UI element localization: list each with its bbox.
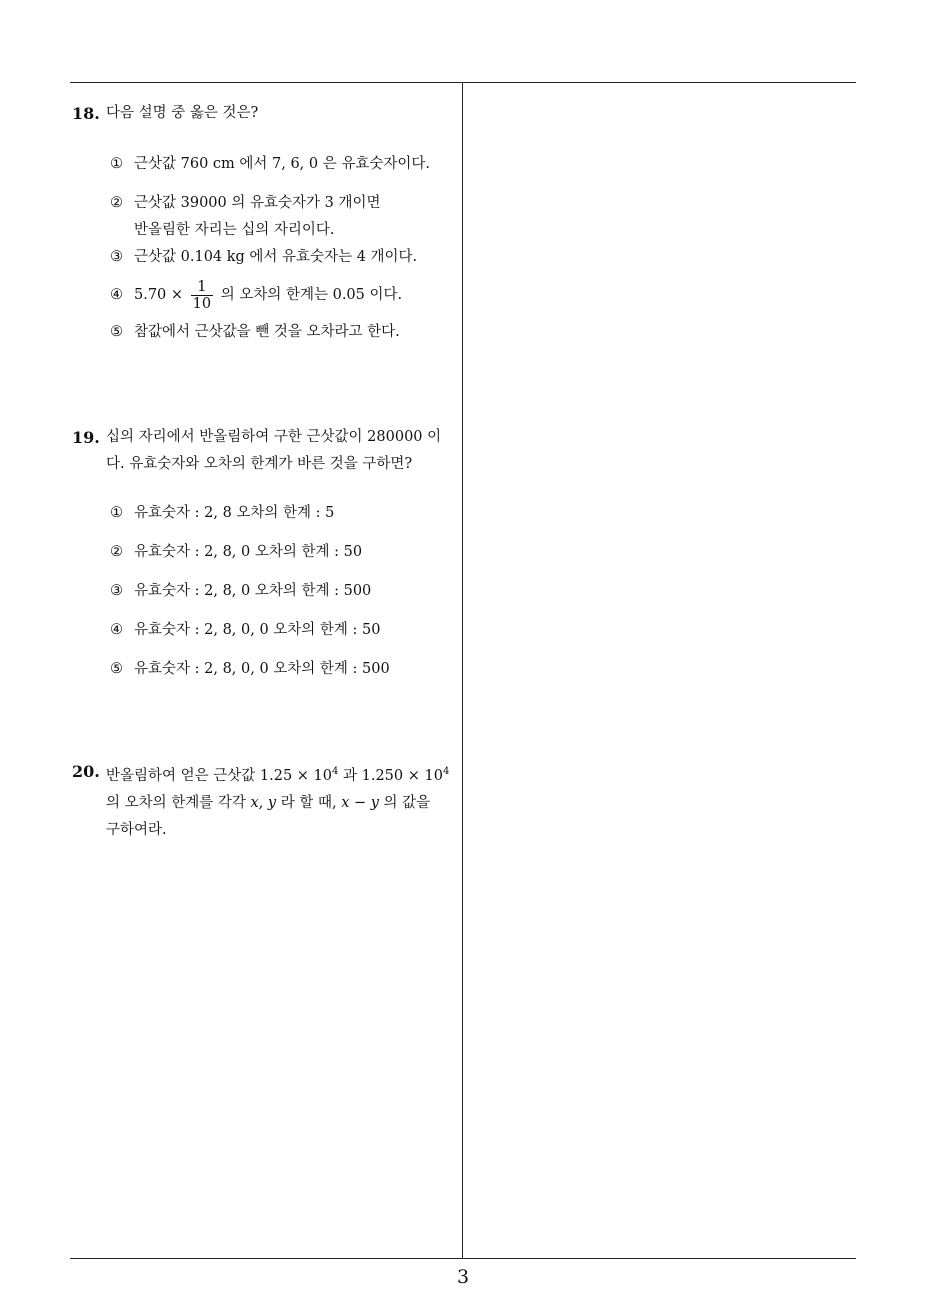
- question-text-line2: [106, 790, 456, 817]
- option-marker: ②: [110, 195, 123, 211]
- option-marker: ④: [110, 622, 123, 638]
- option-text-line1: 근삿값 39000 의 유효숫자가 3 개이면: [134, 195, 381, 211]
- question-number: 18.: [72, 104, 100, 123]
- page-number: 3: [456, 1266, 470, 1288]
- variable-x: x,: [250, 794, 264, 811]
- option-suffix: 의 오차의 한계는 0.05 이다.: [220, 287, 403, 303]
- question-text: [106, 758, 456, 844]
- variable-y: y: [267, 794, 277, 811]
- option-2[interactable]: [72, 190, 456, 244]
- options-list: [72, 151, 456, 346]
- option-prefix: 5.70 ×: [134, 287, 184, 303]
- option-text: 근삿값 760 cm 에서 7, 6, 0 은 유효숫자이다.: [134, 156, 431, 172]
- text-run: 라 할 때,: [280, 794, 337, 811]
- option-text: 근삿값 0.104 kg 에서 유효숫자는 4 개이다.: [134, 249, 418, 265]
- math-expression: x − y: [341, 794, 379, 811]
- question-18: [72, 100, 456, 346]
- option-marker: ⑤: [110, 661, 123, 677]
- option-text: 유효숫자 : 2, 8, 0 오차의 한계 : 500: [134, 583, 372, 599]
- exponent: 4: [332, 766, 339, 777]
- option-2[interactable]: [72, 539, 456, 566]
- question-20: [72, 758, 456, 844]
- exponent: 4: [442, 766, 450, 777]
- column-divider: [462, 82, 463, 1258]
- text-run: 과 1.250 × 10: [343, 767, 443, 784]
- option-text: 유효숫자 : 2, 8, 0 오차의 한계 : 50: [134, 544, 363, 560]
- option-3[interactable]: [72, 578, 456, 605]
- text-run: 의 오차의 한계를 각각: [106, 794, 246, 811]
- option-text-line2: 반올림한 자리는 십의 자리이다.: [134, 222, 335, 238]
- option-5[interactable]: [72, 319, 456, 346]
- question-text: 다음 설명 중 옳은 것은?: [106, 105, 259, 121]
- question-text: [106, 424, 456, 478]
- question-text-line2: 다. 유효숫자와 오차의 한계가 바른 것을 구하면?: [106, 456, 413, 472]
- option-text: 유효숫자 : 2, 8, 0, 0 오차의 한계 : 50: [134, 622, 381, 638]
- text-run: 반올림하여 얻은 근삿값 1.25 × 10: [106, 767, 333, 784]
- option-marker: ①: [110, 156, 123, 172]
- option-5[interactable]: [72, 656, 456, 683]
- top-rule: [70, 82, 856, 83]
- option-marker: ③: [110, 249, 123, 265]
- option-4[interactable]: [72, 617, 456, 644]
- text-run: 의 값을: [383, 794, 431, 811]
- option-marker: ②: [110, 544, 123, 560]
- option-text: 유효숫자 : 2, 8, 0, 0 오차의 한계 : 500: [134, 661, 390, 677]
- option-text: 참값에서 근삿값을 뺀 것을 오차라고 한다.: [134, 324, 400, 340]
- question-text-line1: 십의 자리에서 반올림하여 구한 근삿값이 280000 이: [106, 429, 442, 445]
- question-19: [72, 424, 456, 683]
- question-text-line1: [106, 758, 456, 790]
- option-marker: ③: [110, 583, 123, 599]
- option-text: 유효숫자 : 2, 8 오차의 한계 : 5: [134, 505, 335, 521]
- options-list: [72, 500, 456, 683]
- option-3[interactable]: [72, 244, 456, 271]
- option-1[interactable]: [72, 151, 456, 178]
- question-number: 19.: [72, 428, 100, 447]
- option-4[interactable]: [72, 277, 456, 313]
- question-number: 20.: [72, 762, 100, 781]
- option-marker: ④: [110, 287, 123, 303]
- bottom-rule: [70, 1258, 856, 1259]
- option-marker: ⑤: [110, 324, 123, 340]
- option-marker: ①: [110, 505, 123, 521]
- question-text-line3: 구하여라.: [106, 821, 167, 838]
- option-1[interactable]: [72, 500, 456, 527]
- option-text: [134, 277, 456, 313]
- fraction-numerator: 1: [191, 279, 213, 296]
- fraction: [191, 279, 213, 312]
- fraction-denominator: 10: [192, 295, 212, 312]
